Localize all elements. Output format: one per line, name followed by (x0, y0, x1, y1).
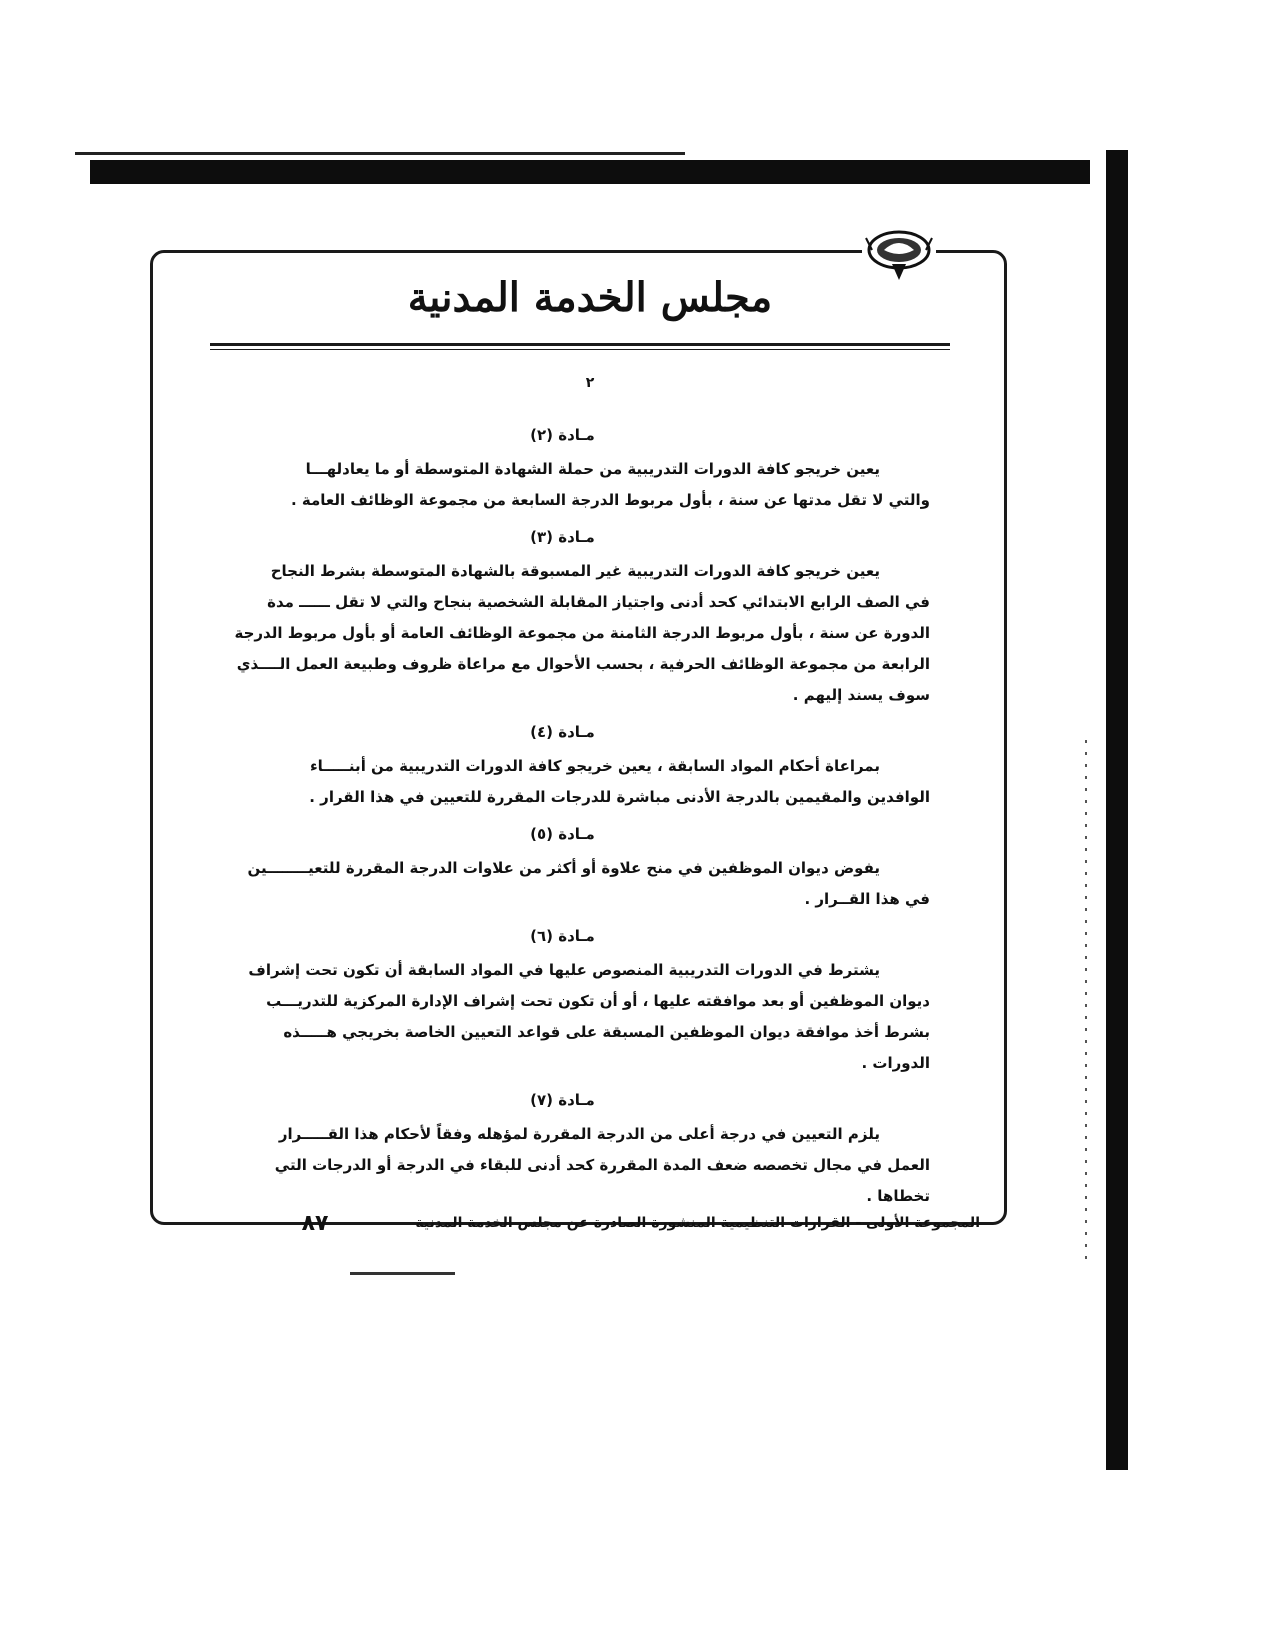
article-title: مـادة (٧) (530, 1091, 595, 1109)
article-6 (195, 925, 930, 1079)
article-text (195, 454, 930, 516)
article-title: مـادة (٢) (530, 426, 595, 444)
decision-body (195, 424, 930, 1222)
title-underline (210, 343, 950, 346)
text-line: في الصف الرابع الابتدائي كحد أدنى واجتياز المقابلة الشخصية بنجاح والتي لا تقل ــــــ مدة (267, 593, 930, 611)
text-line: الوافدين والمقيمين بالدرجة الأدنى مباشرة للدرجات المقررة للتعيين في هذا القرار . (309, 788, 930, 806)
article-2 (195, 424, 930, 516)
top-thin-rule (75, 152, 685, 155)
text-line: سوف يسند إليهم . (792, 686, 930, 704)
article-title: مـادة (٤) (530, 723, 595, 741)
article-7 (195, 1089, 930, 1212)
title-underline-thin (210, 349, 950, 350)
page-footer (125, 1208, 980, 1238)
text-line: ديوان الموظفين أو بعد موافقته عليها ، أو أن تكون تحت إشراف الإدارة المركزية للتدريـــب (266, 992, 930, 1010)
article-title: مـادة (٥) (530, 825, 595, 843)
text-line: الرابعة من مجموعة الوظائف الحرفية ، بحسب الأحوال مع مراعاة ظروف وطبيعة العمل الــــذي (236, 655, 930, 673)
text-line: والتي لا تقل مدتها عن سنة ، بأول مربوط الدرجة السابعة من مجموعة الوظائف العامة . (290, 491, 930, 509)
article-title: مـادة (٦) (530, 927, 595, 945)
article-4 (195, 721, 930, 813)
article-text (195, 556, 930, 711)
text-line: يشترط في الدورات التدريبية المنصوص عليها في المواد السابقة أن تكون تحت إشراف (248, 961, 880, 979)
text-line: تخطاها . (866, 1187, 930, 1205)
article-title: مـادة (٣) (530, 528, 595, 546)
article-3 (195, 526, 930, 711)
organization-title: مجلس الخدمة المدنية (407, 274, 773, 321)
text-line: يعين خريجو كافة الدورات التدريبية من حملة الشهادة المتوسطة أو ما يعادلهـــا (305, 460, 880, 478)
footer-rule (243, 1222, 288, 1224)
page-section-marker: ٢ (585, 375, 595, 391)
article-text (195, 751, 930, 813)
text-line: بشرط أخذ موافقة ديوان الموظفين المسبقة على قواعد التعيين الخاصة بخريجي هـــــذه (283, 1023, 930, 1041)
text-line: الدورات . (861, 1054, 930, 1072)
article-text (195, 955, 930, 1079)
text-line: في هذا القــرار . (804, 890, 930, 908)
page-number: ٨٧ (301, 1210, 329, 1236)
side-scan-bar (1106, 150, 1128, 1470)
text-line: بمراعاة أحكام المواد السابقة ، يعين خريجو كافة الدورات التدريبية من أبنـــــاء (310, 757, 880, 775)
article-text (195, 1119, 930, 1212)
scan-mark (350, 1272, 455, 1275)
article-text (195, 853, 930, 915)
text-line: يعين خريجو كافة الدورات التدريبية غير المسبوقة بالشهادة المتوسطة بشرط النجاح (270, 562, 880, 580)
footer-publication-title: المجموعة الأولى - القرارات التنظيمية المنشورة الصادرة عن مجلس الخدمة المدنية (415, 1215, 980, 1231)
side-dotted-edge (1085, 740, 1087, 1260)
text-line: يفوض ديوان الموظفين في منح علاوة أو أكثر من علاوات الدرجة المقررة للتعيــــــــين (247, 859, 880, 877)
text-line: العمل في مجال تخصصه ضعف المدة المقررة كحد أدنى للبقاء في الدرجة أو الدرجات التي (274, 1156, 930, 1174)
top-scan-bar (90, 160, 1090, 184)
state-emblem-icon (862, 228, 936, 282)
article-5 (195, 823, 930, 915)
footer-rule (342, 1222, 397, 1224)
text-line: يلزم التعيين في درجة أعلى من الدرجة المقررة لمؤهله وفقاً لأحكام هذا القـــــرار (278, 1125, 880, 1143)
text-line: الدورة عن سنة ، بأول مربوط الدرجة الثامنة من مجموعة الوظائف العامة أو بأول مربوط الدرجة (234, 624, 930, 642)
